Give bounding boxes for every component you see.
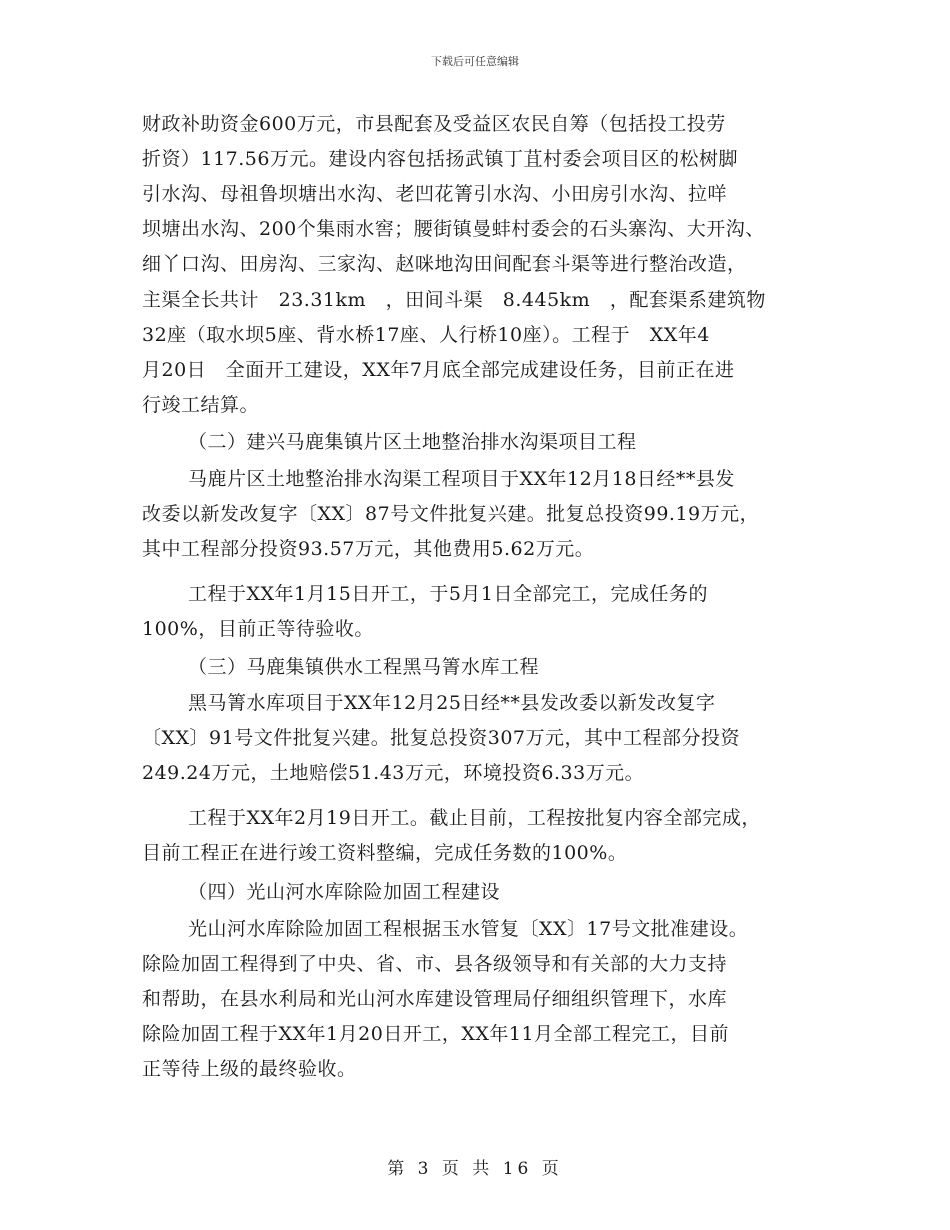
body-line: 除险加固工程于XX年1月20日开工，XX年11月全部工程完工，目前 <box>142 1023 730 1045</box>
body-line: 行竣工结算。 <box>142 394 260 416</box>
body-line: 马鹿片区土地整治排水沟渠工程项目于XX年12月18日经**县发 <box>188 468 735 490</box>
section-heading: （四）光山河水库除险加固工程建设 <box>188 881 501 903</box>
body-line: 其中工程部分投资93.57万元，其他费用5.62万元。 <box>142 538 595 560</box>
body-line: 工程于XX年2月19日开工。截止目前，工程按批复内容全部完成， <box>188 807 761 829</box>
body-line: 财政补助资金600万元，市县配套及受益区农民自筹（包括投工投劳 <box>142 113 726 135</box>
page-header: 下载后可任意编辑 <box>431 55 519 68</box>
body-line: 和帮助，在县水利局和光山河水库建设管理局仔细组织管理下，水库 <box>142 988 728 1010</box>
body-line: 正等待上级的最终验收。 <box>142 1058 357 1080</box>
body-line: 细丫口沟、田房沟、三家沟、赵咪地沟田间配套斗渠等进行整治改造， <box>142 253 747 275</box>
body-line: 100%，目前正等待验收。 <box>142 618 374 640</box>
section-heading: （二）建兴马鹿集镇片区土地整治排水沟渠项目工程 <box>188 431 637 453</box>
body-line: 光山河水库除险加固工程根据玉水管复〔XX〕17号文批准建设。 <box>188 918 749 940</box>
body-line: 折资）117.56万元。建设内容包括扬武镇丁苴村委会项目区的松树脚 <box>142 148 738 170</box>
body-line: 249.24万元，土地赔偿51.43万元，环境投资6.33万元。 <box>142 762 645 784</box>
body-line: 引水沟、母祖鲁坝塘出水沟、老凹花箐引水沟、小田房引水沟、拉咩 <box>142 183 728 205</box>
body-line: 32座（取水坝5座、背水桥17座、人行桥10座）。工程于 XX年4 <box>142 324 710 346</box>
body-line: 黑马箐水库项目于XX年12月25日经**县发改委以新发改复字 <box>188 692 716 714</box>
body-line: 坝塘出水沟、200个集雨水窖；腰街镇曼蚌村委会的石头寨沟、大开沟、 <box>142 218 765 240</box>
page-number: 第 3 页 共 16 页 <box>387 1159 563 1179</box>
body-line: 〔XX〕91号文件批复兴建。批复总投资307万元，其中工程部分投资 <box>142 727 740 749</box>
body-line: 月20日 全面开工建设，XX年7月底全部完成建设任务，目前正在进 <box>142 359 735 381</box>
body-line: 改委以新发改复字〔XX〕87号文件批复兴建。批复总投资99.19万元， <box>142 503 760 525</box>
section-heading: （三）马鹿集镇供水工程黑马箐水库工程 <box>188 656 540 678</box>
body-line: 工程于XX年1月15日开工，于5月1日全部完工，完成任务的 <box>188 583 708 605</box>
body-line: 主渠全长共计 23.31km ，田间斗渠 8.445km ，配套渠系建筑物 <box>142 289 766 311</box>
body-line: 除险加固工程得到了中央、省、市、县各级领导和有关部的大力支持 <box>142 953 728 975</box>
body-line: 目前工程正在进行竣工资料整编，完成任务数的100%。 <box>142 842 628 864</box>
